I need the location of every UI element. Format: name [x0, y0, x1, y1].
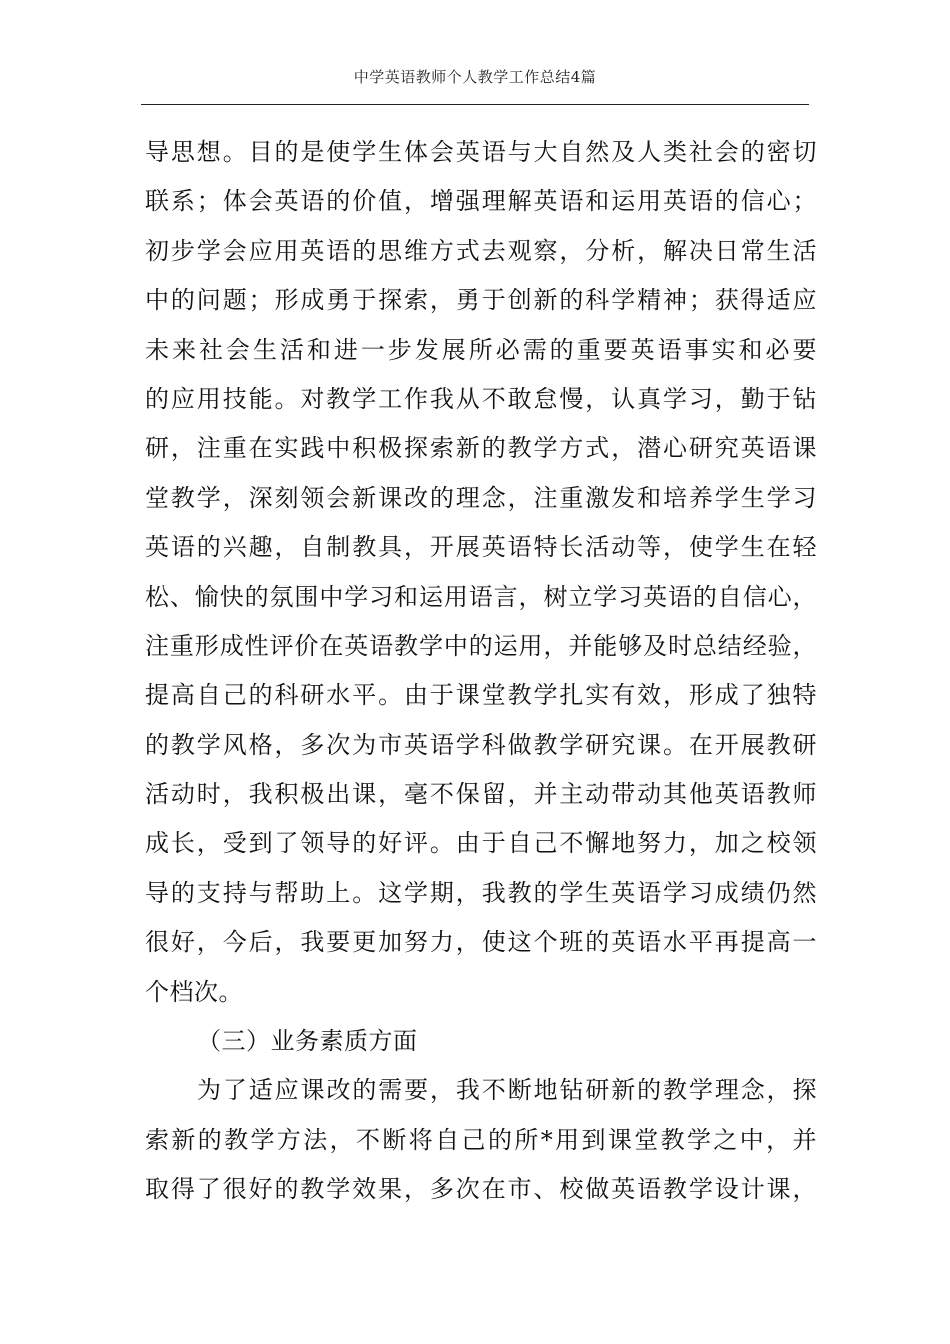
text-line: 的应用技能。对教学工作我从不敢怠慢，认真学习，勤于钻	[145, 384, 817, 413]
text-line: 联系；体会英语的价值，增强理解英语和运用英语的信心；	[145, 187, 817, 216]
text-line: 成长，受到了领导的好评。由于自己不懈地努力，加之校领	[145, 829, 817, 858]
text-line: 堂教学，深刻领会新课改的理念，注重激发和培养学生学习	[145, 483, 817, 512]
text-line: 的教学风格，多次为市英语学科做教学研究课。在开展教研	[145, 730, 817, 759]
text-line: 提高自己的科研水平。由于课堂教学扎实有效，形成了独特	[145, 681, 817, 710]
text-line: 导思想。目的是使学生体会英语与大自然及人类社会的密切	[145, 138, 817, 166]
text-line: 英语的兴趣，自制教具，开展英语特长活动等，使学生在轻	[145, 533, 817, 562]
text-line: 导的支持与帮助上。这学期，我教的学生英语学习成绩仍然	[145, 878, 817, 907]
running-header: 中学英语教师个人教学工作总结4篇	[353, 68, 597, 86]
text-line: 未来社会生活和进一步发展所必需的重要英语事实和必要	[145, 335, 817, 364]
section-heading: （三）业务素质方面	[197, 1027, 418, 1056]
text-line: 中的问题；形成勇于探索，勇于创新的科学精神；获得适应	[145, 286, 817, 315]
text-line: 很好，今后，我要更加努力，使这个班的英语水平再提高一	[145, 928, 817, 957]
text-line: 活动时，我积极出课，毫不保留，并主动带动其他英语教师	[145, 780, 817, 809]
text-line: 索新的教学方法，不断将自己的所*用到课堂教学之中，并	[145, 1125, 817, 1154]
text-line: 初步学会应用英语的思维方式去观察，分析，解决日常生活	[145, 236, 817, 265]
text-line: 注重形成性评价在英语教学中的运用，并能够及时总结经验，	[145, 631, 817, 660]
text-line: 个档次。	[145, 977, 243, 1006]
paragraph-first-line: 为了适应课改的需要，我不断地钻研新的教学理念，探	[197, 1076, 817, 1105]
header-rule	[141, 104, 809, 105]
text-line: 取得了很好的教学效果，多次在市、校做英语教学设计课，	[145, 1175, 817, 1204]
body-text	[145, 128, 817, 1215]
text-line: 研，注重在实践中积极探索新的教学方式，潜心研究英语课	[145, 434, 817, 463]
text-line: 松、愉快的氛围中学习和运用语言，树立学习英语的自信心，	[145, 582, 817, 611]
